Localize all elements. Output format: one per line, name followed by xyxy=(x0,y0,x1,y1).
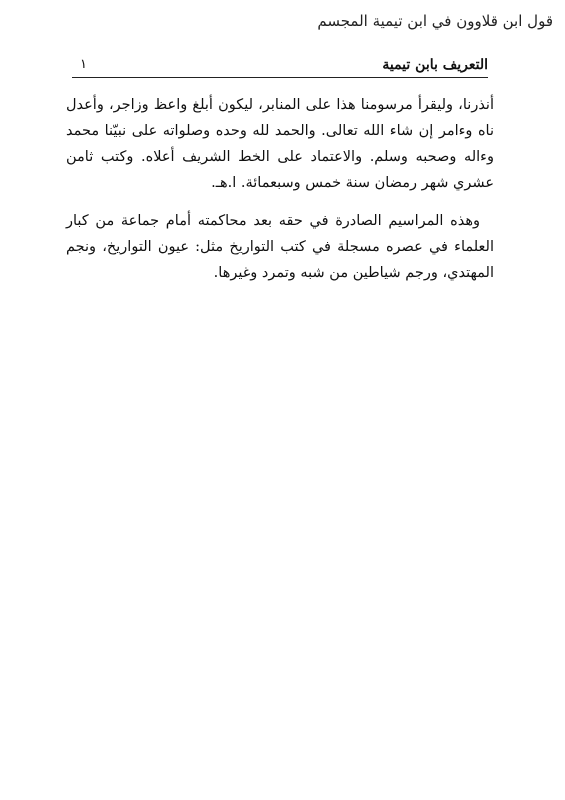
header-title: التعريف بابن تيمية xyxy=(382,57,488,73)
running-header xyxy=(72,55,488,78)
paragraph-2: وهذه المراسيم الصادرة في حقه بعد محاكمته أمام جماعة من كبار العلماء في عصره مسجلة في كتب التواريخ مثل: عيون التواريخ، ونجم المهتدي، ورجم شياطين من شبه وتمرد وغيرها. xyxy=(66,213,494,281)
page-number: ١ xyxy=(80,57,87,72)
paragraph-1: أنذرنا، وليقرأ مرسومنا هذا على المنابر، ليكون أبلغ واعظ وزاجر، وأعدل ناه وءامر إن شاء الله تعالى. والحمد لله وحده وصلواته على نبيّنا محمد وءاله وصحبه وسلم. والاعتماد على الخط الشريف أعلاه. وكتب ثامن عشري شهر رمضان سنة خمس وسبعمائة. ا.هـ. xyxy=(66,97,494,191)
body-text xyxy=(66,92,494,286)
document-top-title: قول ابن قلاوون في ابن تيمية المجسم xyxy=(317,12,553,30)
